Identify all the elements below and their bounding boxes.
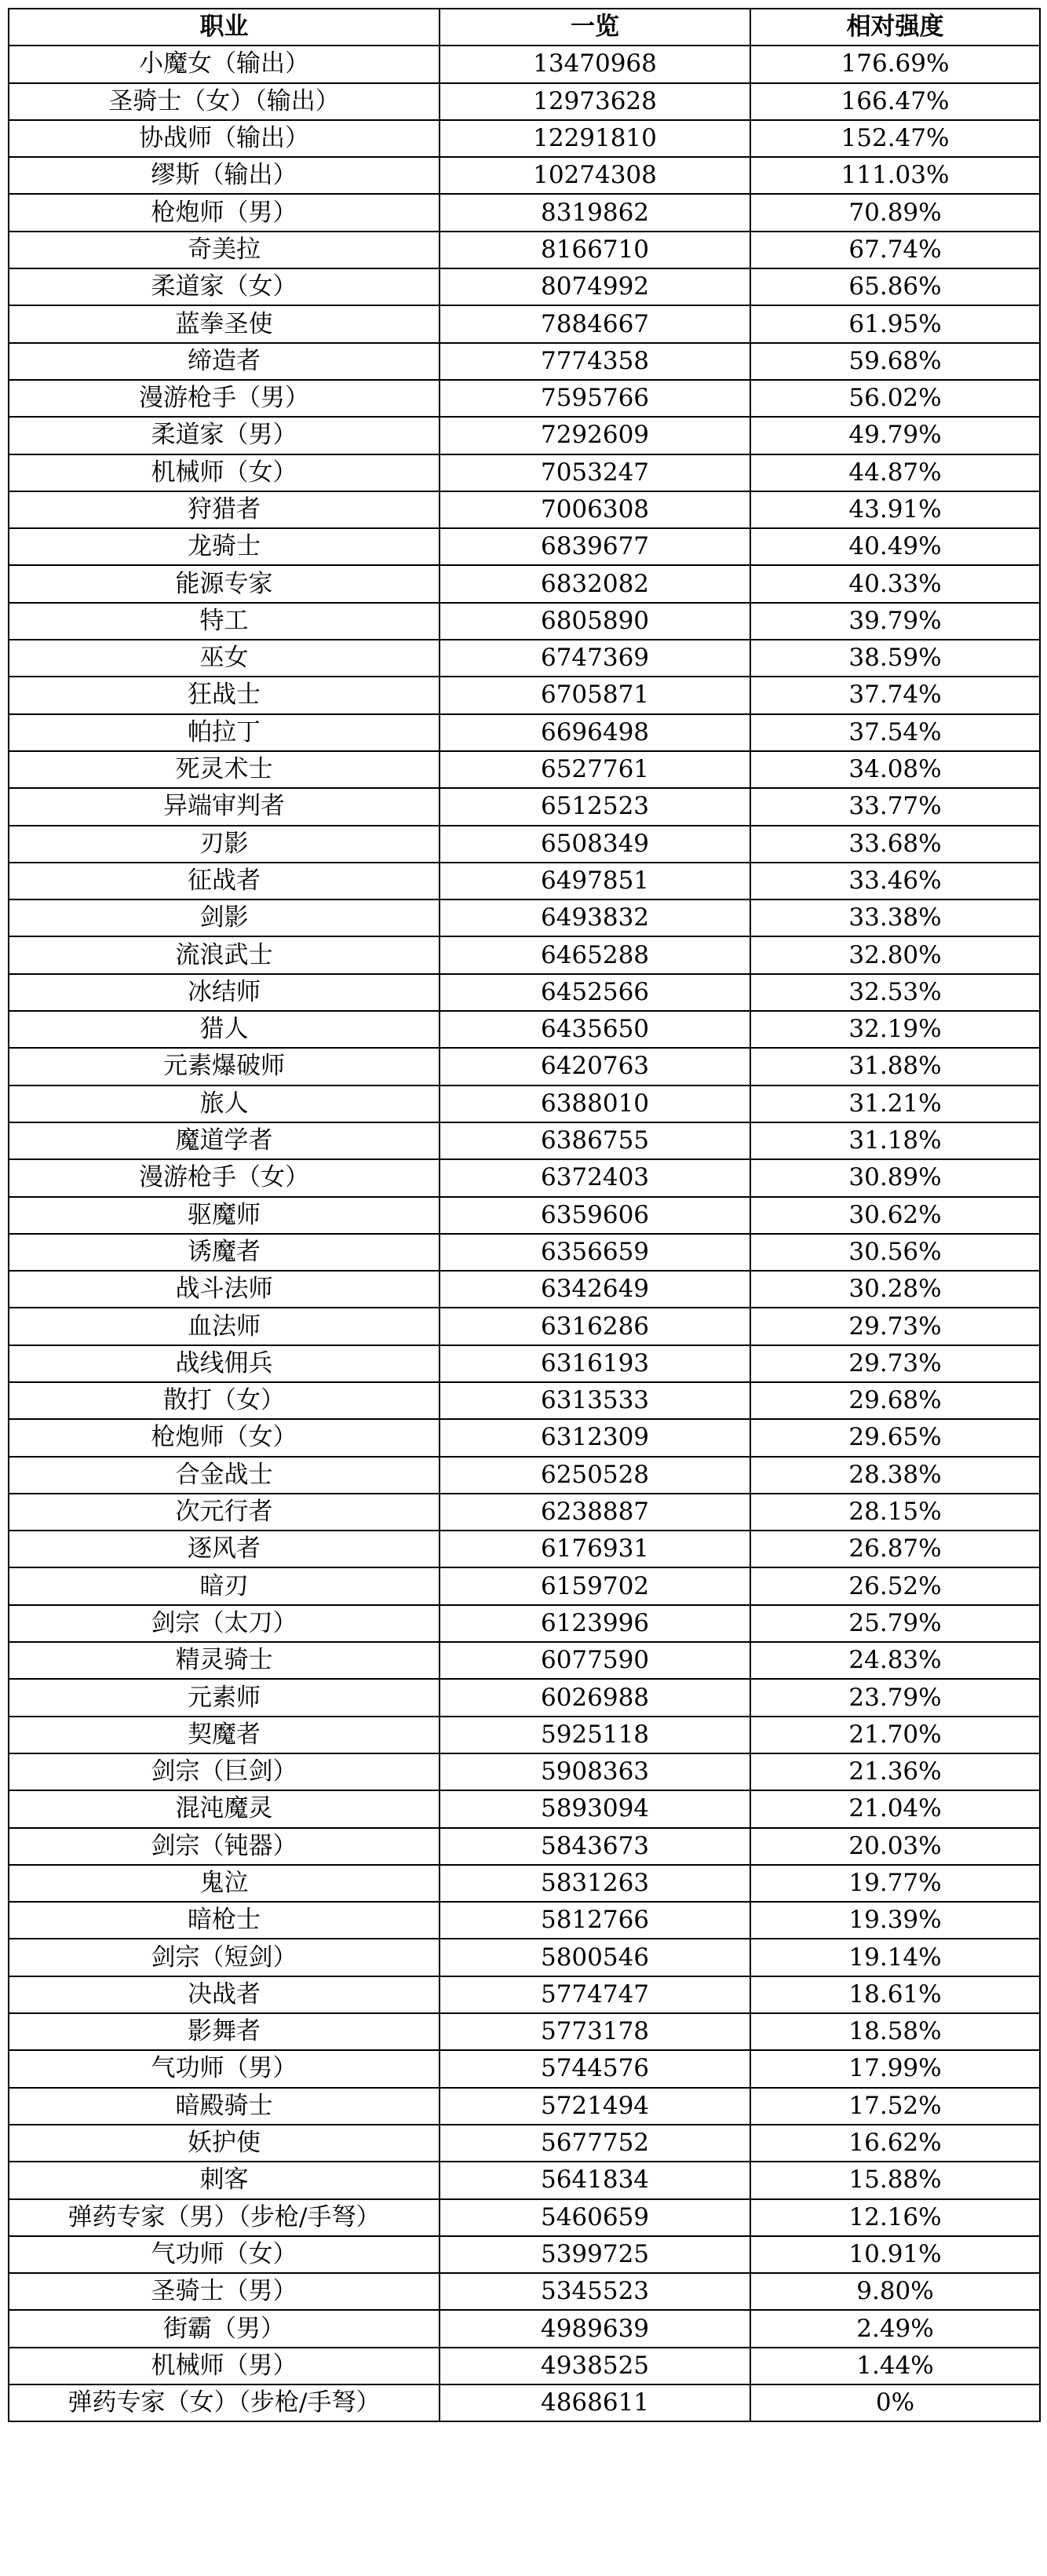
overview-value-cell: 5812766: [440, 1902, 750, 1939]
relative-strength-cell: 31.88%: [750, 1048, 1040, 1085]
relative-strength-cell: 33.38%: [750, 899, 1040, 936]
job-cell: 机械师（女）: [9, 454, 440, 491]
job-cell: 蓝拳圣使: [9, 305, 440, 342]
job-cell: 逐风者: [9, 1531, 440, 1567]
table-row: [9, 268, 1040, 305]
header-overview: 一览: [440, 9, 750, 46]
relative-strength-cell: 43.91%: [750, 491, 1040, 528]
job-cell: 剑宗（钝器）: [9, 1828, 440, 1865]
job-cell: 剑影: [9, 899, 440, 936]
table-row: [9, 1828, 1040, 1865]
relative-strength-cell: 34.08%: [750, 751, 1040, 788]
overview-value-cell: 7774358: [440, 343, 750, 380]
table-row: [9, 1902, 1040, 1939]
table-row: [9, 1122, 1040, 1159]
overview-value-cell: 5773178: [440, 2013, 750, 2050]
overview-value-cell: 5721494: [440, 2088, 750, 2125]
job-cell: 小魔女（输出）: [9, 46, 440, 82]
relative-strength-cell: 30.28%: [750, 1271, 1040, 1308]
table-row: [9, 751, 1040, 788]
overview-value-cell: 6696498: [440, 714, 750, 751]
job-cell: 缔造者: [9, 343, 440, 380]
table-row: [9, 1234, 1040, 1271]
job-cell: 漫游枪手（女）: [9, 1159, 440, 1196]
relative-strength-cell: 44.87%: [750, 454, 1040, 491]
overview-value-cell: 8166710: [440, 232, 750, 268]
relative-strength-cell: 111.03%: [750, 157, 1040, 194]
relative-strength-cell: 10.91%: [750, 2236, 1040, 2273]
job-cell: 合金战士: [9, 1457, 440, 1494]
overview-value-cell: 6176931: [440, 1531, 750, 1567]
overview-value-cell: 5908363: [440, 1753, 750, 1790]
relative-strength-cell: 59.68%: [750, 343, 1040, 380]
overview-value-cell: 6527761: [440, 751, 750, 788]
overview-value-cell: 5925118: [440, 1717, 750, 1753]
relative-strength-cell: 15.88%: [750, 2162, 1040, 2198]
relative-strength-cell: 21.36%: [750, 1753, 1040, 1790]
overview-value-cell: 6342649: [440, 1271, 750, 1308]
job-cell: 诱魔者: [9, 1234, 440, 1271]
overview-value-cell: 6359606: [440, 1197, 750, 1234]
table-row: [9, 1567, 1040, 1604]
table-row: [9, 899, 1040, 936]
relative-strength-cell: 19.39%: [750, 1902, 1040, 1939]
table-row: [9, 305, 1040, 342]
job-cell: 魔道学者: [9, 1122, 440, 1159]
job-cell: 圣骑士（男）: [9, 2273, 440, 2310]
overview-value-cell: 6452566: [440, 974, 750, 1011]
table-row: [9, 974, 1040, 1011]
job-cell: 街霸（男）: [9, 2310, 440, 2347]
overview-value-cell: 6026988: [440, 1679, 750, 1716]
overview-value-cell: 6316193: [440, 1345, 750, 1382]
overview-value-cell: 5677752: [440, 2125, 750, 2162]
header-job: 职业: [9, 9, 440, 46]
job-cell: 特工: [9, 603, 440, 640]
relative-strength-cell: 19.14%: [750, 1939, 1040, 1976]
relative-strength-cell: 176.69%: [750, 46, 1040, 82]
job-cell: 剑宗（巨剑）: [9, 1753, 440, 1790]
job-cell: 驱魔师: [9, 1197, 440, 1234]
relative-strength-cell: 21.04%: [750, 1790, 1040, 1827]
table-row: [9, 1531, 1040, 1567]
job-cell: 柔道家（女）: [9, 268, 440, 305]
table-row: [9, 1382, 1040, 1419]
relative-strength-cell: 20.03%: [750, 1828, 1040, 1865]
table-row: [9, 120, 1040, 157]
job-cell: 暗刃: [9, 1567, 440, 1604]
table-row: [9, 417, 1040, 454]
relative-strength-cell: 26.52%: [750, 1567, 1040, 1604]
overview-value-cell: 6805890: [440, 603, 750, 640]
table-row: [9, 2310, 1040, 2347]
relative-strength-cell: 38.59%: [750, 640, 1040, 677]
table-row: [9, 2162, 1040, 2198]
table-row: [9, 1308, 1040, 1345]
overview-value-cell: 6465288: [440, 936, 750, 973]
table-row: [9, 343, 1040, 380]
job-cell: 龙骑士: [9, 528, 440, 565]
job-cell: 战斗法师: [9, 1271, 440, 1308]
job-cell: 奇美拉: [9, 232, 440, 268]
table-row: [9, 491, 1040, 528]
table-row: [9, 380, 1040, 417]
table-row: [9, 677, 1040, 713]
relative-strength-cell: 18.58%: [750, 2013, 1040, 2050]
table-row: [9, 528, 1040, 565]
relative-strength-cell: 32.53%: [750, 974, 1040, 1011]
overview-value-cell: 5893094: [440, 1790, 750, 1827]
job-cell: 帕拉丁: [9, 714, 440, 751]
job-cell: 猎人: [9, 1011, 440, 1048]
job-cell: 剑宗（太刀）: [9, 1605, 440, 1642]
relative-strength-cell: 0%: [750, 2384, 1040, 2421]
job-cell: 枪炮师（男）: [9, 194, 440, 231]
table-row: [9, 1419, 1040, 1456]
table-row: [9, 2384, 1040, 2421]
overview-value-cell: 5345523: [440, 2273, 750, 2310]
relative-strength-cell: 61.95%: [750, 305, 1040, 342]
table-row: [9, 46, 1040, 82]
table-row: [9, 2013, 1040, 2050]
relative-strength-cell: 32.80%: [750, 936, 1040, 973]
table-container: [8, 8, 1039, 2567]
relative-strength-cell: 17.99%: [750, 2050, 1040, 2087]
job-cell: 剑宗（短剑）: [9, 1939, 440, 1976]
table-row: [9, 1494, 1040, 1531]
table-row: [9, 2348, 1040, 2384]
overview-value-cell: 12291810: [440, 120, 750, 157]
overview-value-cell: 13470968: [440, 46, 750, 82]
table-row: [9, 1717, 1040, 1753]
overview-value-cell: 6372403: [440, 1159, 750, 1196]
job-cell: 气功师（女）: [9, 2236, 440, 2273]
job-cell: 鬼泣: [9, 1865, 440, 1902]
relative-strength-cell: 9.80%: [750, 2273, 1040, 2310]
job-cell: 元素爆破师: [9, 1048, 440, 1085]
table-row: [9, 1197, 1040, 1234]
table-row: [9, 194, 1040, 231]
table-row: [9, 714, 1040, 751]
overview-value-cell: 5641834: [440, 2162, 750, 2198]
relative-strength-cell: 29.73%: [750, 1345, 1040, 1382]
overview-value-cell: 6388010: [440, 1085, 750, 1122]
table-row: [9, 1939, 1040, 1976]
table-row: [9, 826, 1040, 863]
relative-strength-cell: 70.89%: [750, 194, 1040, 231]
overview-value-cell: 6077590: [440, 1642, 750, 1679]
job-cell: 死灵术士: [9, 751, 440, 788]
relative-strength-cell: 39.79%: [750, 603, 1040, 640]
job-cell: 影舞者: [9, 2013, 440, 2050]
relative-strength-cell: 33.68%: [750, 826, 1040, 863]
overview-value-cell: 4989639: [440, 2310, 750, 2347]
table-body: [9, 46, 1040, 2421]
relative-strength-cell: 29.73%: [750, 1308, 1040, 1345]
job-cell: 狂战士: [9, 677, 440, 713]
table-row: [9, 2273, 1040, 2310]
table-row: [9, 157, 1040, 194]
table-row: [9, 603, 1040, 640]
job-cell: 刺客: [9, 2162, 440, 2198]
job-cell: 精灵骑士: [9, 1642, 440, 1679]
table-row: [9, 1345, 1040, 1382]
header-relative-strength: 相对强度: [750, 9, 1040, 46]
relative-strength-cell: 166.47%: [750, 83, 1040, 120]
overview-value-cell: 6386755: [440, 1122, 750, 1159]
table-row: [9, 2050, 1040, 2087]
table-row: [9, 1048, 1040, 1085]
overview-value-cell: 8074992: [440, 268, 750, 305]
job-cell: 暗枪士: [9, 1902, 440, 1939]
overview-value-cell: 6512523: [440, 788, 750, 825]
relative-strength-cell: 67.74%: [750, 232, 1040, 268]
table-row: [9, 863, 1040, 899]
table-row: [9, 232, 1040, 268]
table-row: [9, 1085, 1040, 1122]
overview-value-cell: 6435650: [440, 1011, 750, 1048]
job-cell: 漫游枪手（男）: [9, 380, 440, 417]
job-cell: 流浪武士: [9, 936, 440, 973]
overview-value-cell: 6508349: [440, 826, 750, 863]
job-cell: 战线佣兵: [9, 1345, 440, 1382]
overview-value-cell: 7006308: [440, 491, 750, 528]
relative-strength-cell: 2.49%: [750, 2310, 1040, 2347]
relative-strength-cell: 12.16%: [750, 2199, 1040, 2236]
overview-value-cell: 5774747: [440, 1976, 750, 2013]
job-cell: 机械师（男）: [9, 2348, 440, 2384]
job-cell: 圣骑士（女）（输出）: [9, 83, 440, 120]
relative-strength-cell: 56.02%: [750, 380, 1040, 417]
overview-value-cell: 6839677: [440, 528, 750, 565]
table-row: [9, 1976, 1040, 2013]
table-row: [9, 565, 1040, 602]
relative-strength-cell: 21.70%: [750, 1717, 1040, 1753]
overview-value-cell: 6497851: [440, 863, 750, 899]
relative-strength-cell: 16.62%: [750, 2125, 1040, 2162]
relative-strength-cell: 23.79%: [750, 1679, 1040, 1716]
overview-value-cell: 5744576: [440, 2050, 750, 2087]
overview-value-cell: 6123996: [440, 1605, 750, 1642]
relative-strength-cell: 37.54%: [750, 714, 1040, 751]
table-row: [9, 454, 1040, 491]
relative-strength-cell: 37.74%: [750, 677, 1040, 713]
overview-value-cell: 12973628: [440, 83, 750, 120]
relative-strength-cell: 33.46%: [750, 863, 1040, 899]
relative-strength-cell: 30.56%: [750, 1234, 1040, 1271]
job-cell: 妖护使: [9, 2125, 440, 2162]
overview-value-cell: 7292609: [440, 417, 750, 454]
table-row: [9, 1271, 1040, 1308]
relative-strength-cell: 49.79%: [750, 417, 1040, 454]
job-cell: 巫女: [9, 640, 440, 677]
overview-value-cell: 7053247: [440, 454, 750, 491]
table-row: [9, 1790, 1040, 1827]
job-cell: 次元行者: [9, 1494, 440, 1531]
relative-strength-cell: 31.21%: [750, 1085, 1040, 1122]
overview-value-cell: 6250528: [440, 1457, 750, 1494]
overview-value-cell: 7595766: [440, 380, 750, 417]
table-row: [9, 1011, 1040, 1048]
job-cell: 能源专家: [9, 565, 440, 602]
overview-value-cell: 10274308: [440, 157, 750, 194]
overview-value-cell: 6313533: [440, 1382, 750, 1419]
table-row: [9, 788, 1040, 825]
relative-strength-cell: 33.77%: [750, 788, 1040, 825]
overview-value-cell: 6316286: [440, 1308, 750, 1345]
job-cell: 元素师: [9, 1679, 440, 1716]
job-cell: 柔道家（男）: [9, 417, 440, 454]
job-cell: 狩猎者: [9, 491, 440, 528]
job-cell: 征战者: [9, 863, 440, 899]
overview-value-cell: 6356659: [440, 1234, 750, 1271]
relative-strength-cell: 18.61%: [750, 1976, 1040, 2013]
job-cell: 冰结师: [9, 974, 440, 1011]
table-row: [9, 2125, 1040, 2162]
table-row: [9, 1605, 1040, 1642]
relative-strength-cell: 65.86%: [750, 268, 1040, 305]
job-cell: 协战师（输出）: [9, 120, 440, 157]
job-cell: 混沌魔灵: [9, 1790, 440, 1827]
job-cell: 散打（女）: [9, 1382, 440, 1419]
overview-value-cell: 6832082: [440, 565, 750, 602]
table-row: [9, 1865, 1040, 1902]
job-cell: 暗殿骑士: [9, 2088, 440, 2125]
overview-value-cell: 6159702: [440, 1567, 750, 1604]
job-cell: 弹药专家（女）（步枪/手弩）: [9, 2384, 440, 2421]
overview-value-cell: 5800546: [440, 1939, 750, 1976]
relative-strength-cell: 30.62%: [750, 1197, 1040, 1234]
relative-strength-cell: 31.18%: [750, 1122, 1040, 1159]
overview-value-cell: 4938525: [440, 2348, 750, 2384]
overview-value-cell: 5460659: [440, 2199, 750, 2236]
table-row: [9, 83, 1040, 120]
table-row: [9, 2236, 1040, 2273]
table-row: [9, 1679, 1040, 1716]
relative-strength-cell: 32.19%: [750, 1011, 1040, 1048]
relative-strength-cell: 25.79%: [750, 1605, 1040, 1642]
relative-strength-cell: 30.89%: [750, 1159, 1040, 1196]
job-cell: 枪炮师（女）: [9, 1419, 440, 1456]
relative-strength-cell: 28.38%: [750, 1457, 1040, 1494]
table-row: [9, 640, 1040, 677]
relative-strength-cell: 17.52%: [750, 2088, 1040, 2125]
relative-strength-cell: 24.83%: [750, 1642, 1040, 1679]
relative-strength-cell: 26.87%: [750, 1531, 1040, 1567]
relative-strength-cell: 40.33%: [750, 565, 1040, 602]
relative-strength-cell: 29.65%: [750, 1419, 1040, 1456]
overview-value-cell: 5843673: [440, 1828, 750, 1865]
job-cell: 决战者: [9, 1976, 440, 2013]
relative-strength-cell: 29.68%: [750, 1382, 1040, 1419]
overview-value-cell: 8319862: [440, 194, 750, 231]
overview-value-cell: 5831263: [440, 1865, 750, 1902]
table-row: [9, 2088, 1040, 2125]
job-cell: 弹药专家（男）（步枪/手弩）: [9, 2199, 440, 2236]
table-row: [9, 1753, 1040, 1790]
overview-value-cell: 6238887: [440, 1494, 750, 1531]
overview-value-cell: 4868611: [440, 2384, 750, 2421]
header-row: [9, 9, 1040, 46]
table-row: [9, 2199, 1040, 2236]
overview-value-cell: 6705871: [440, 677, 750, 713]
job-cell: 血法师: [9, 1308, 440, 1345]
job-cell: 气功师（男）: [9, 2050, 440, 2087]
job-cell: 契魔者: [9, 1717, 440, 1753]
overview-value-cell: 6493832: [440, 899, 750, 936]
relative-strength-cell: 19.77%: [750, 1865, 1040, 1902]
table-row: [9, 1457, 1040, 1494]
relative-strength-cell: 28.15%: [750, 1494, 1040, 1531]
relative-strength-cell: 152.47%: [750, 120, 1040, 157]
relative-strength-cell: 40.49%: [750, 528, 1040, 565]
job-strength-table: [8, 8, 1041, 2422]
overview-value-cell: 5399725: [440, 2236, 750, 2273]
overview-value-cell: 7884667: [440, 305, 750, 342]
overview-value-cell: 6420763: [440, 1048, 750, 1085]
table-row: [9, 1642, 1040, 1679]
job-cell: 刃影: [9, 826, 440, 863]
overview-value-cell: 6312309: [440, 1419, 750, 1456]
overview-value-cell: 6747369: [440, 640, 750, 677]
table-row: [9, 1159, 1040, 1196]
relative-strength-cell: 1.44%: [750, 2348, 1040, 2384]
job-cell: 旅人: [9, 1085, 440, 1122]
job-cell: 异端审判者: [9, 788, 440, 825]
table-row: [9, 936, 1040, 973]
job-cell: 缪斯（输出）: [9, 157, 440, 194]
